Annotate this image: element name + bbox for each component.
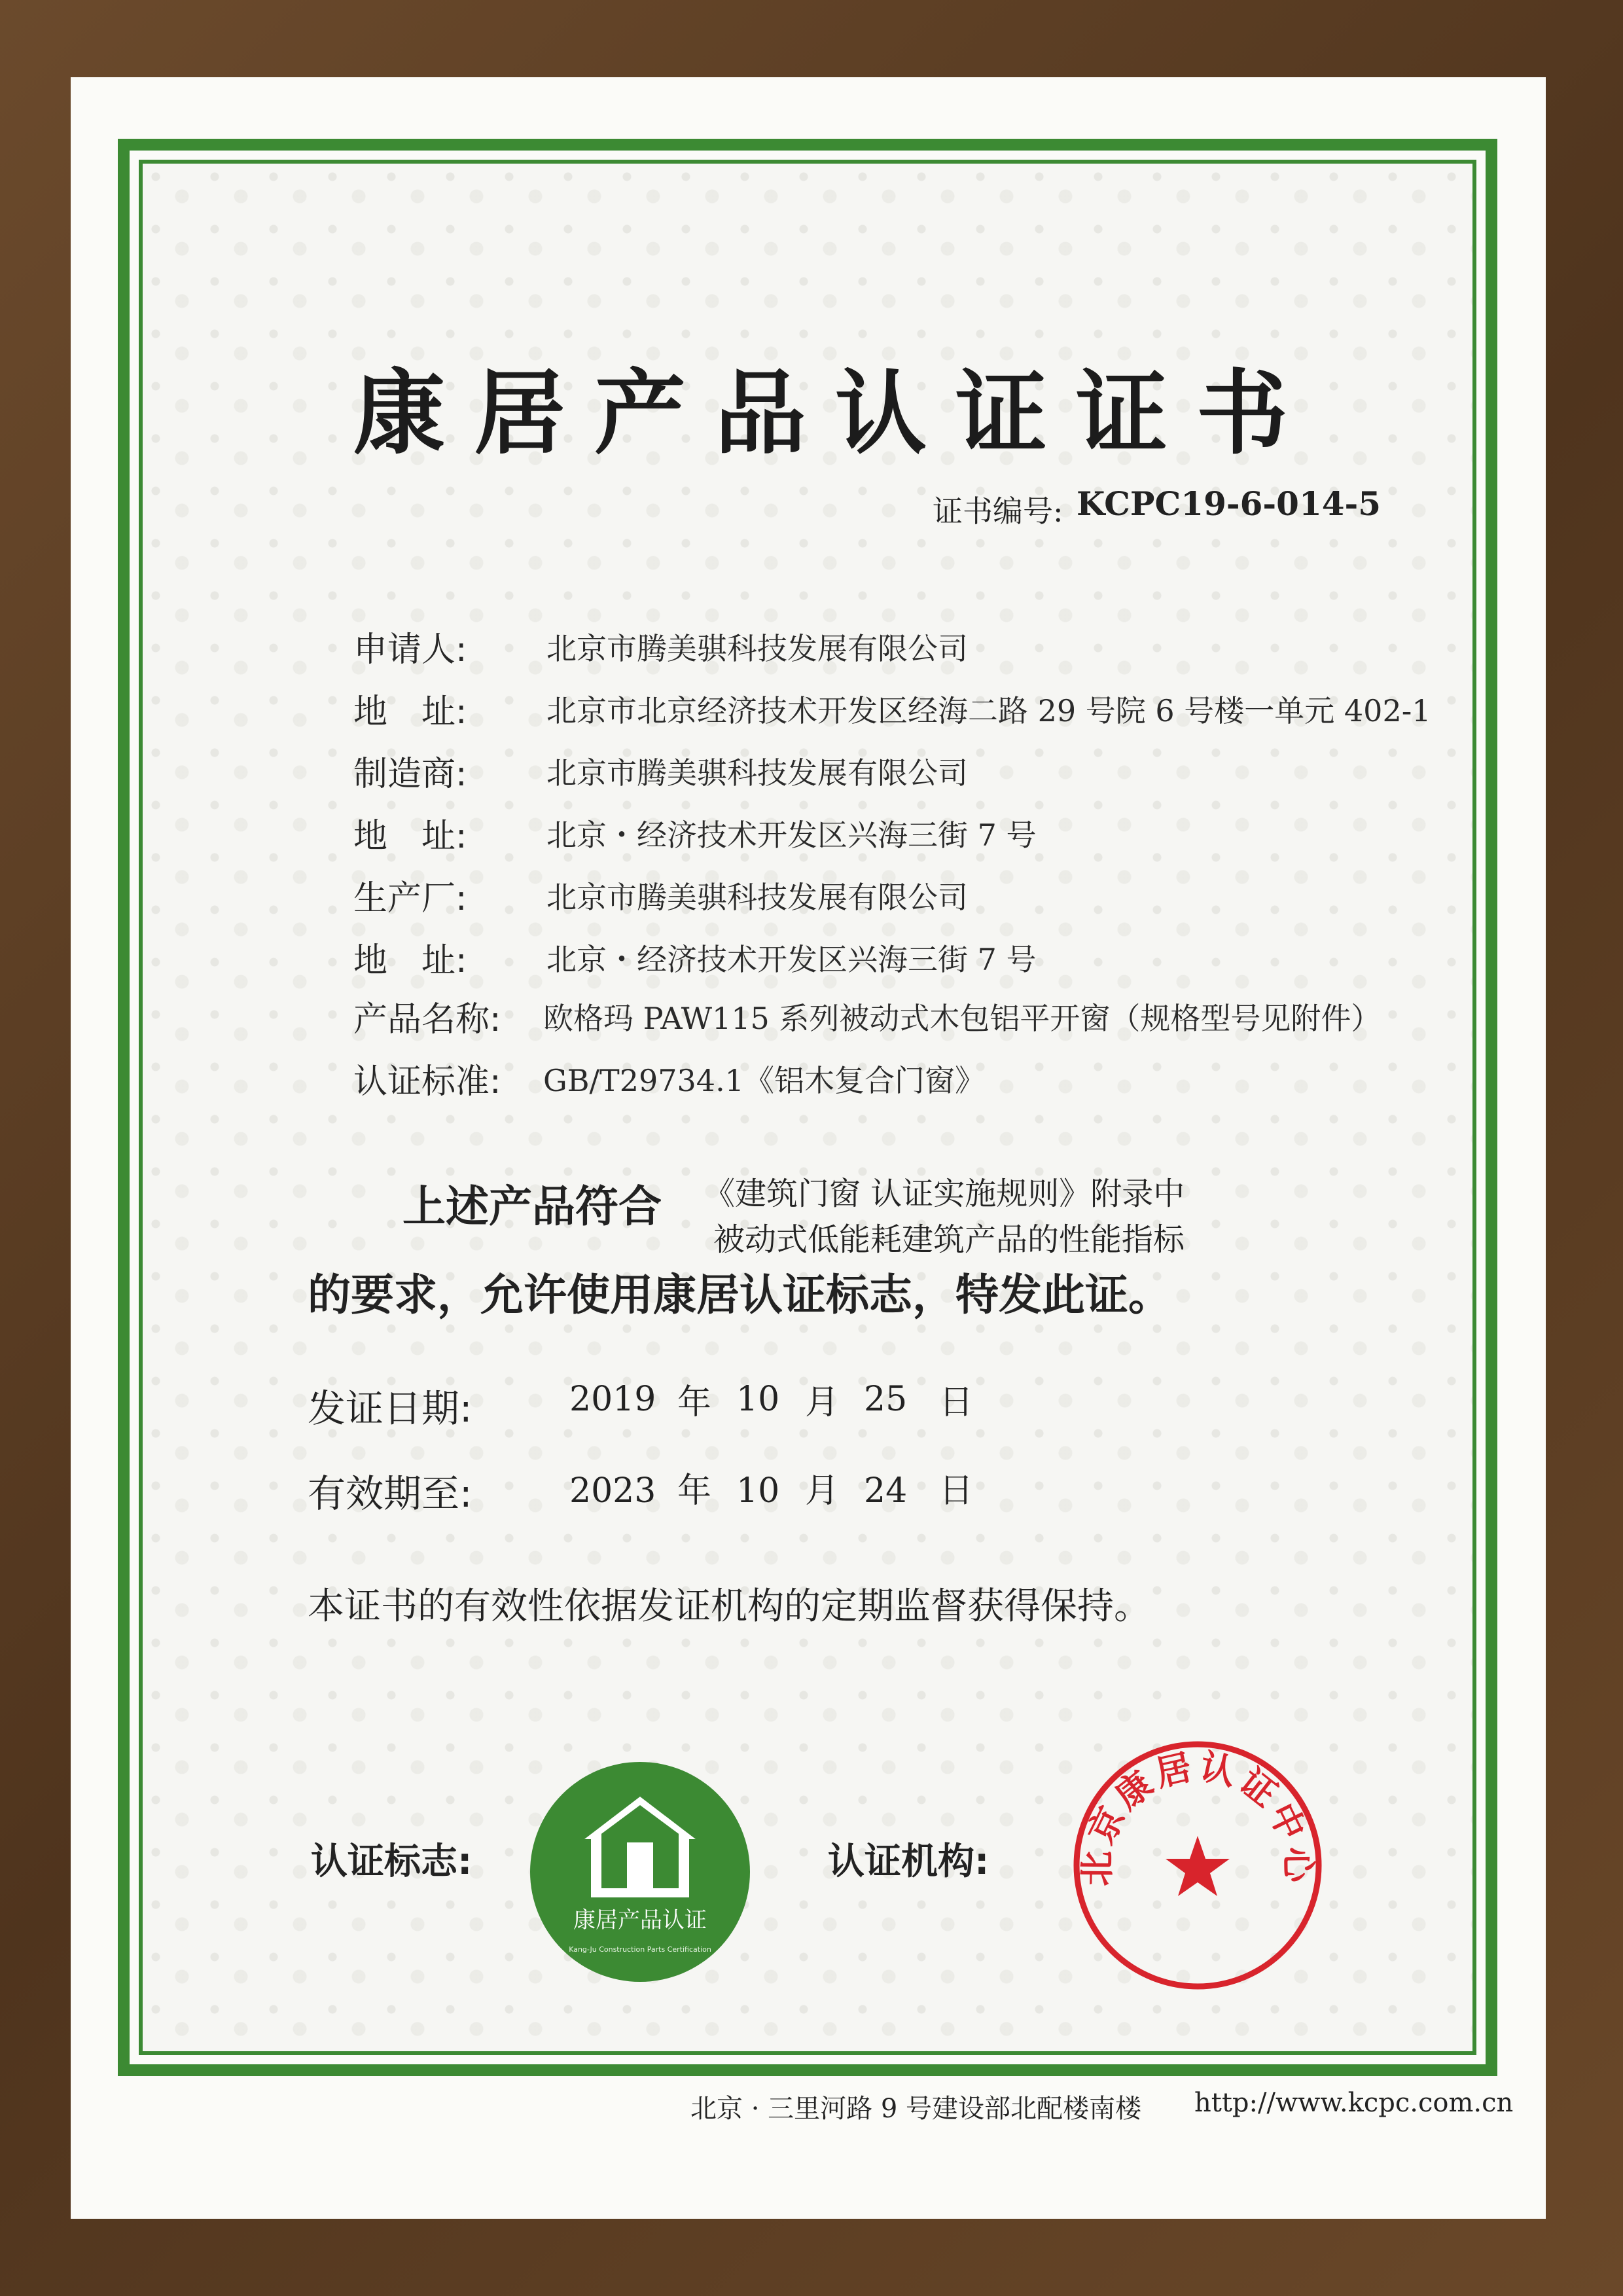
issue-date-month-unit: 月 (805, 1383, 840, 1422)
footer-address: 北京 · 三里河路 9 号建设部北配楼南楼 (690, 2094, 1142, 2124)
applicant-address-value: 北京市北京经济技术开发区经海二路 29 号院 6 号楼一单元 402-1 (546, 693, 1431, 728)
certificate-number-value: KCPC19-6-014-5 (1077, 484, 1382, 523)
kangju-certification-logo (529, 1761, 751, 1983)
logo-subtext: Kang-Ju Construction Parts Certification (569, 1945, 711, 1954)
issue-date-year: 2019 (569, 1380, 656, 1419)
manufacturer-address-value: 北京・经济技术开发区兴海三街 7 号 (546, 817, 1037, 853)
standard-value: GB/T29734.1《铝木复合门窗》 (543, 1063, 985, 1098)
product-name-label: 产品名称: (353, 1000, 501, 1039)
applicant-address-label: 地 址: (353, 692, 467, 732)
valid-until-year: 2023 (569, 1471, 656, 1511)
applicant-value: 北京市腾美骐科技发展有限公司 (546, 631, 968, 666)
statement-rule-line1: 《建筑门窗 认证实施规则》附录中 (704, 1175, 1185, 1212)
certificate-title: 康居产品认证证书 (353, 361, 1317, 467)
seal-text: 北京康居认证中心 (1076, 1745, 1319, 1887)
valid-until-year-unit: 年 (677, 1471, 712, 1511)
valid-until-day-unit: 日 (939, 1471, 974, 1511)
official-seal (1070, 1738, 1325, 1993)
applicant-label: 申请人: (353, 630, 467, 670)
issue-date-year-unit: 年 (677, 1383, 712, 1422)
valid-until-day: 24 (864, 1471, 908, 1511)
product-name-value: 欧格玛 PAW115 系列被动式木包铝平开窗（规格型号见附件） (543, 1001, 1382, 1036)
statement-rule-line2: 被动式低能耗建筑产品的性能指标 (713, 1221, 1185, 1258)
certification-body-label: 认证机构: (828, 1840, 990, 1883)
factory-value: 北京市腾美骐科技发展有限公司 (546, 880, 968, 915)
manufacturer-address-label: 地 址: (353, 817, 467, 856)
issue-date-month: 10 (736, 1380, 780, 1419)
manufacturer-value: 北京市腾美骐科技发展有限公司 (546, 755, 968, 791)
valid-until-label: 有效期至: (308, 1471, 473, 1516)
factory-label: 生产厂: (353, 879, 467, 918)
issue-date-day-unit: 日 (939, 1383, 974, 1422)
standard-label: 认证标准: (353, 1062, 501, 1102)
manufacturer-label: 制造商: (353, 755, 467, 794)
certificate-number-label: 证书编号: (933, 493, 1063, 529)
issue-date-day: 25 (864, 1380, 908, 1419)
valid-until-month: 10 (736, 1471, 780, 1511)
factory-address-value: 北京・经济技术开发区兴海三街 7 号 (546, 942, 1037, 977)
certification-mark-label: 认证标志: (311, 1840, 473, 1883)
statement-part1: 上述产品符合 (402, 1181, 662, 1232)
seal-star-icon (1166, 1836, 1230, 1896)
logo-text: 康居产品认证 (573, 1907, 707, 1933)
maintenance-note: 本证书的有效性依据发证机构的定期监督获得保持。 (308, 1585, 1150, 1628)
issue-date-label: 发证日期: (308, 1386, 473, 1431)
factory-address-label: 地 址: (353, 941, 467, 980)
valid-until-month-unit: 月 (805, 1471, 840, 1511)
statement-part2: 的要求，允许使用康居认证标志，特发此证。 (308, 1270, 1171, 1320)
footer-url[interactable]: http://www.kcpc.com.cn (1194, 2088, 1514, 2118)
